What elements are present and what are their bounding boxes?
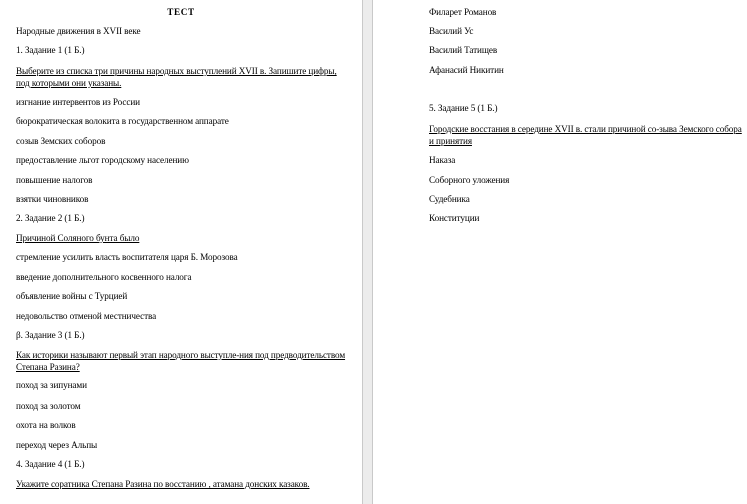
document-page-left xyxy=(0,0,362,504)
task5-option: Соборного уложения xyxy=(429,175,510,185)
task3-option: поход за зипунами xyxy=(16,380,87,390)
task2-option: объявление войны с Турцией xyxy=(16,291,128,301)
task1-option: предоставление льгот городскому населению xyxy=(16,155,189,165)
task1-option: бюрократическая волокита в государственном аппарате xyxy=(16,116,229,126)
task5-option: Наказа xyxy=(429,155,456,165)
task1-option: повышение налогов xyxy=(16,175,93,185)
task2-option: недовольство отменой местничества xyxy=(16,311,157,321)
task5-question: Городские восстания в середине XVII в. стали причиной со-зыва Земского собора и принятия xyxy=(429,124,742,146)
task3-header: β. Задание 3 (1 Б.) xyxy=(16,330,85,340)
task4-option: Василий Ус xyxy=(429,26,474,36)
task3-option: поход за золотом xyxy=(16,401,81,411)
task4-question: Укажите соратника Степана Разина по восстанию , атамана донских казаков. xyxy=(16,479,310,489)
task1-header: 1. Задание 1 (1 Б.) xyxy=(16,45,85,55)
task4-option: Филарет Романов xyxy=(429,7,497,17)
task3-option: охота на волков xyxy=(16,420,76,430)
task1-option: взятки чиновников xyxy=(16,194,89,204)
task2-option: стремление усилить власть воспитателя царя Б. Морозова xyxy=(16,252,238,262)
task3-option: переход через Альпы xyxy=(16,440,98,450)
document-page-right xyxy=(373,0,747,504)
task5-header: 5. Задание 5 (1 Б.) xyxy=(429,103,498,113)
task1-question: Выберите из списка три причины народных выступлений XVII в. Запишите цифры, под которыми они указаны. xyxy=(16,66,337,88)
task2-question: Причиной Соляного бунта было xyxy=(16,233,140,243)
task2-option: введение дополнительного косвенного налога xyxy=(16,272,192,282)
task2-header: 2. Задание 2 (1 Б.) xyxy=(16,213,85,223)
task4-option: Афанасий Никитин xyxy=(429,65,504,75)
task3-question: Как историки называют первый этап народного выступле-ния под предводительством Степана Разина? xyxy=(16,350,346,372)
task1-option: созыв Земских соборов xyxy=(16,136,106,146)
task4-header: 4. Задание 4 (1 Б.) xyxy=(16,459,85,469)
task5-option: Судебника xyxy=(429,194,470,204)
test-title: ТЕСТ xyxy=(167,7,195,17)
task1-option: изгнание интервентов из России xyxy=(16,97,140,107)
task5-option: Конституции xyxy=(429,213,480,223)
task4-option: Василий Татищев xyxy=(429,45,498,55)
page-gutter xyxy=(362,0,373,504)
test-subtitle: Народные движения в XVII веке xyxy=(16,26,141,36)
